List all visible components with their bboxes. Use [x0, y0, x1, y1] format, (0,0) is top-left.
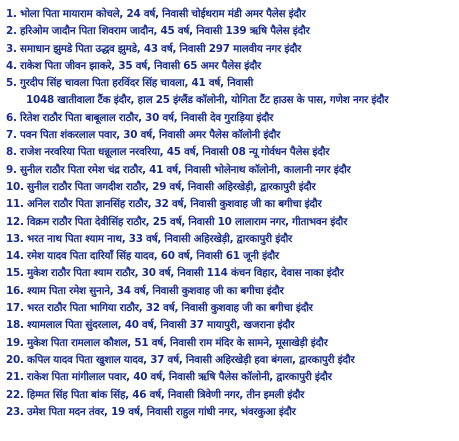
list-item: 8. राजेश नरवरिया पिता धन्नूलाल नरवरिया, 45 वर्ष, निवासी 08 न्यू गोर्वधन पैलेस इंदौर — [6, 146, 330, 159]
list-item: 18. श्यामलाल पिता सुंदरलाल, 40 वर्ष, निवासी 37 मायापुरी, खजराना इंदौर — [6, 319, 295, 332]
list-item: 1. भोला पिता मायाराम कोचले, 24 वर्ष, निवासी चोईथराम मंडी अमर पैलेस इंदौर — [6, 8, 306, 20]
list-item: 22. हिम्मत सिंह पिता बांक सिंह, 46 वर्ष, निवासी त्रिवेणी नगर, तीन इमली इंदौर — [6, 388, 305, 401]
list-item: 21. राकेश पिता मांगीलाल पवार, 40 वर्ष, निवासी ऋषि पैलेस कॉलोनी, द्वारकापुरी इंदौर — [6, 371, 332, 384]
list-item: 12. विक्रम राठौर पिता देवीसिंह राठौर, 25 वर्ष, निवासी 10 लालाराम नगर, गीताभवन इंदौर — [6, 215, 348, 228]
list-item: 10. सुनील राठौर पिता जगदीश राठौर, 29 वर्ष, निवासी अहिरखेड़ी, द्वारकापुरी इंदौर — [6, 180, 316, 193]
list-item: 9. सुनील राठौर पिता रमेश चंद्र राठौर, 41 वर्ष, निवासी भोलेनाथ कॉलोनी, कालानी नगर इंदौर — [6, 163, 351, 176]
list-item: 7. पवन पिता शंकरलाल पवार, 30 वर्ष, निवासी अमर पैलेस कॉलोनी इंदौर — [6, 129, 281, 142]
list-item: 3. समाधान झुमडे पिता उद्धव झुमडे, 43 वर्ष, निवासी 297 मालवीय नगर इंदौर — [6, 42, 302, 55]
list-item: 5. गुरदीप सिंह चावला पिता हरविंदर सिंह चावला, 41 वर्ष, निवासी — [6, 77, 254, 90]
list-item: 13. भरत नाथ पिता श्याम नाथ, 33 वर्ष, निवासी अहिरखेड़ी, द्वारकापुरी इंदौर — [6, 232, 293, 245]
list-item: 16. श्याम पिता रमेश सुनाने, 34 वर्ष, निवासी कुशवाह जी का बगीचा इंदौर — [6, 284, 284, 297]
list-item: 20. कपिल यादव पिता खुशाल यादव, 37 वर्ष, निवासी अहिरखेड़ी हवा बंगला, द्वारकापुरी इंदौर — [6, 353, 355, 366]
list-item: 11. अनिल राठौर पिता ज्ञानसिंह राठौर, 32 वर्ष, निवासी कुशवाह जी का बगीचा इंदौर — [6, 198, 322, 211]
list-item: 23. उमेश पिता मदन तंवर, 19 वर्ष, निवासी राहुल गांधी नगर, भंवरकुआ इंदौर — [6, 405, 296, 418]
list-item: 17. भरत राठौर पिता भागिया राठौर, 32 वर्ष, निवासी कुशवाह जी का बगीचा इंदौर — [6, 302, 313, 315]
list-item: 6. रितेश राठौर पिता बाबूलाल राठौर, 30 वर्ष, निवासी देव गुराड़िया इंदौर — [6, 111, 274, 124]
list-item: 19. मुकेश पिता रामलाल कौशल, 51 वर्ष, निवासी राम मंदिर के सामने, मूसाखेड़ी इंदौर — [6, 336, 328, 349]
list-item: 2. हरिओम जादौन पिता शिवराम जादौन, 45 वर्ष, निवासी 139 ऋषि पैलेस इंदौर — [6, 25, 310, 38]
list-item: 4. राकेश पिता जीवन झाकरे, 35 वर्ष, निवासी 65 अमर पैलेस इंदौर — [6, 59, 262, 72]
list-item: 14. रमेश यादव पिता दारियाँ सिंह यादव, 60 वर्ष, निवासी 61 जूनी इंदौर — [6, 250, 279, 263]
list-item: 15. मुकेश राठौर पिता श्याम राठौर, 30 वर्ष, निवासी 114 कंचन विहार, देवास नाका इंदौर — [6, 267, 344, 280]
accused-list — [6, 6, 456, 421]
list-item-continuation: 1048 खातीवाला टैंक इंदौर, हाल 25 इंग्लैंड कॉलोनी, योगिता टैंट हाउस के पास, गणेश नगर इंदौर — [26, 94, 389, 107]
